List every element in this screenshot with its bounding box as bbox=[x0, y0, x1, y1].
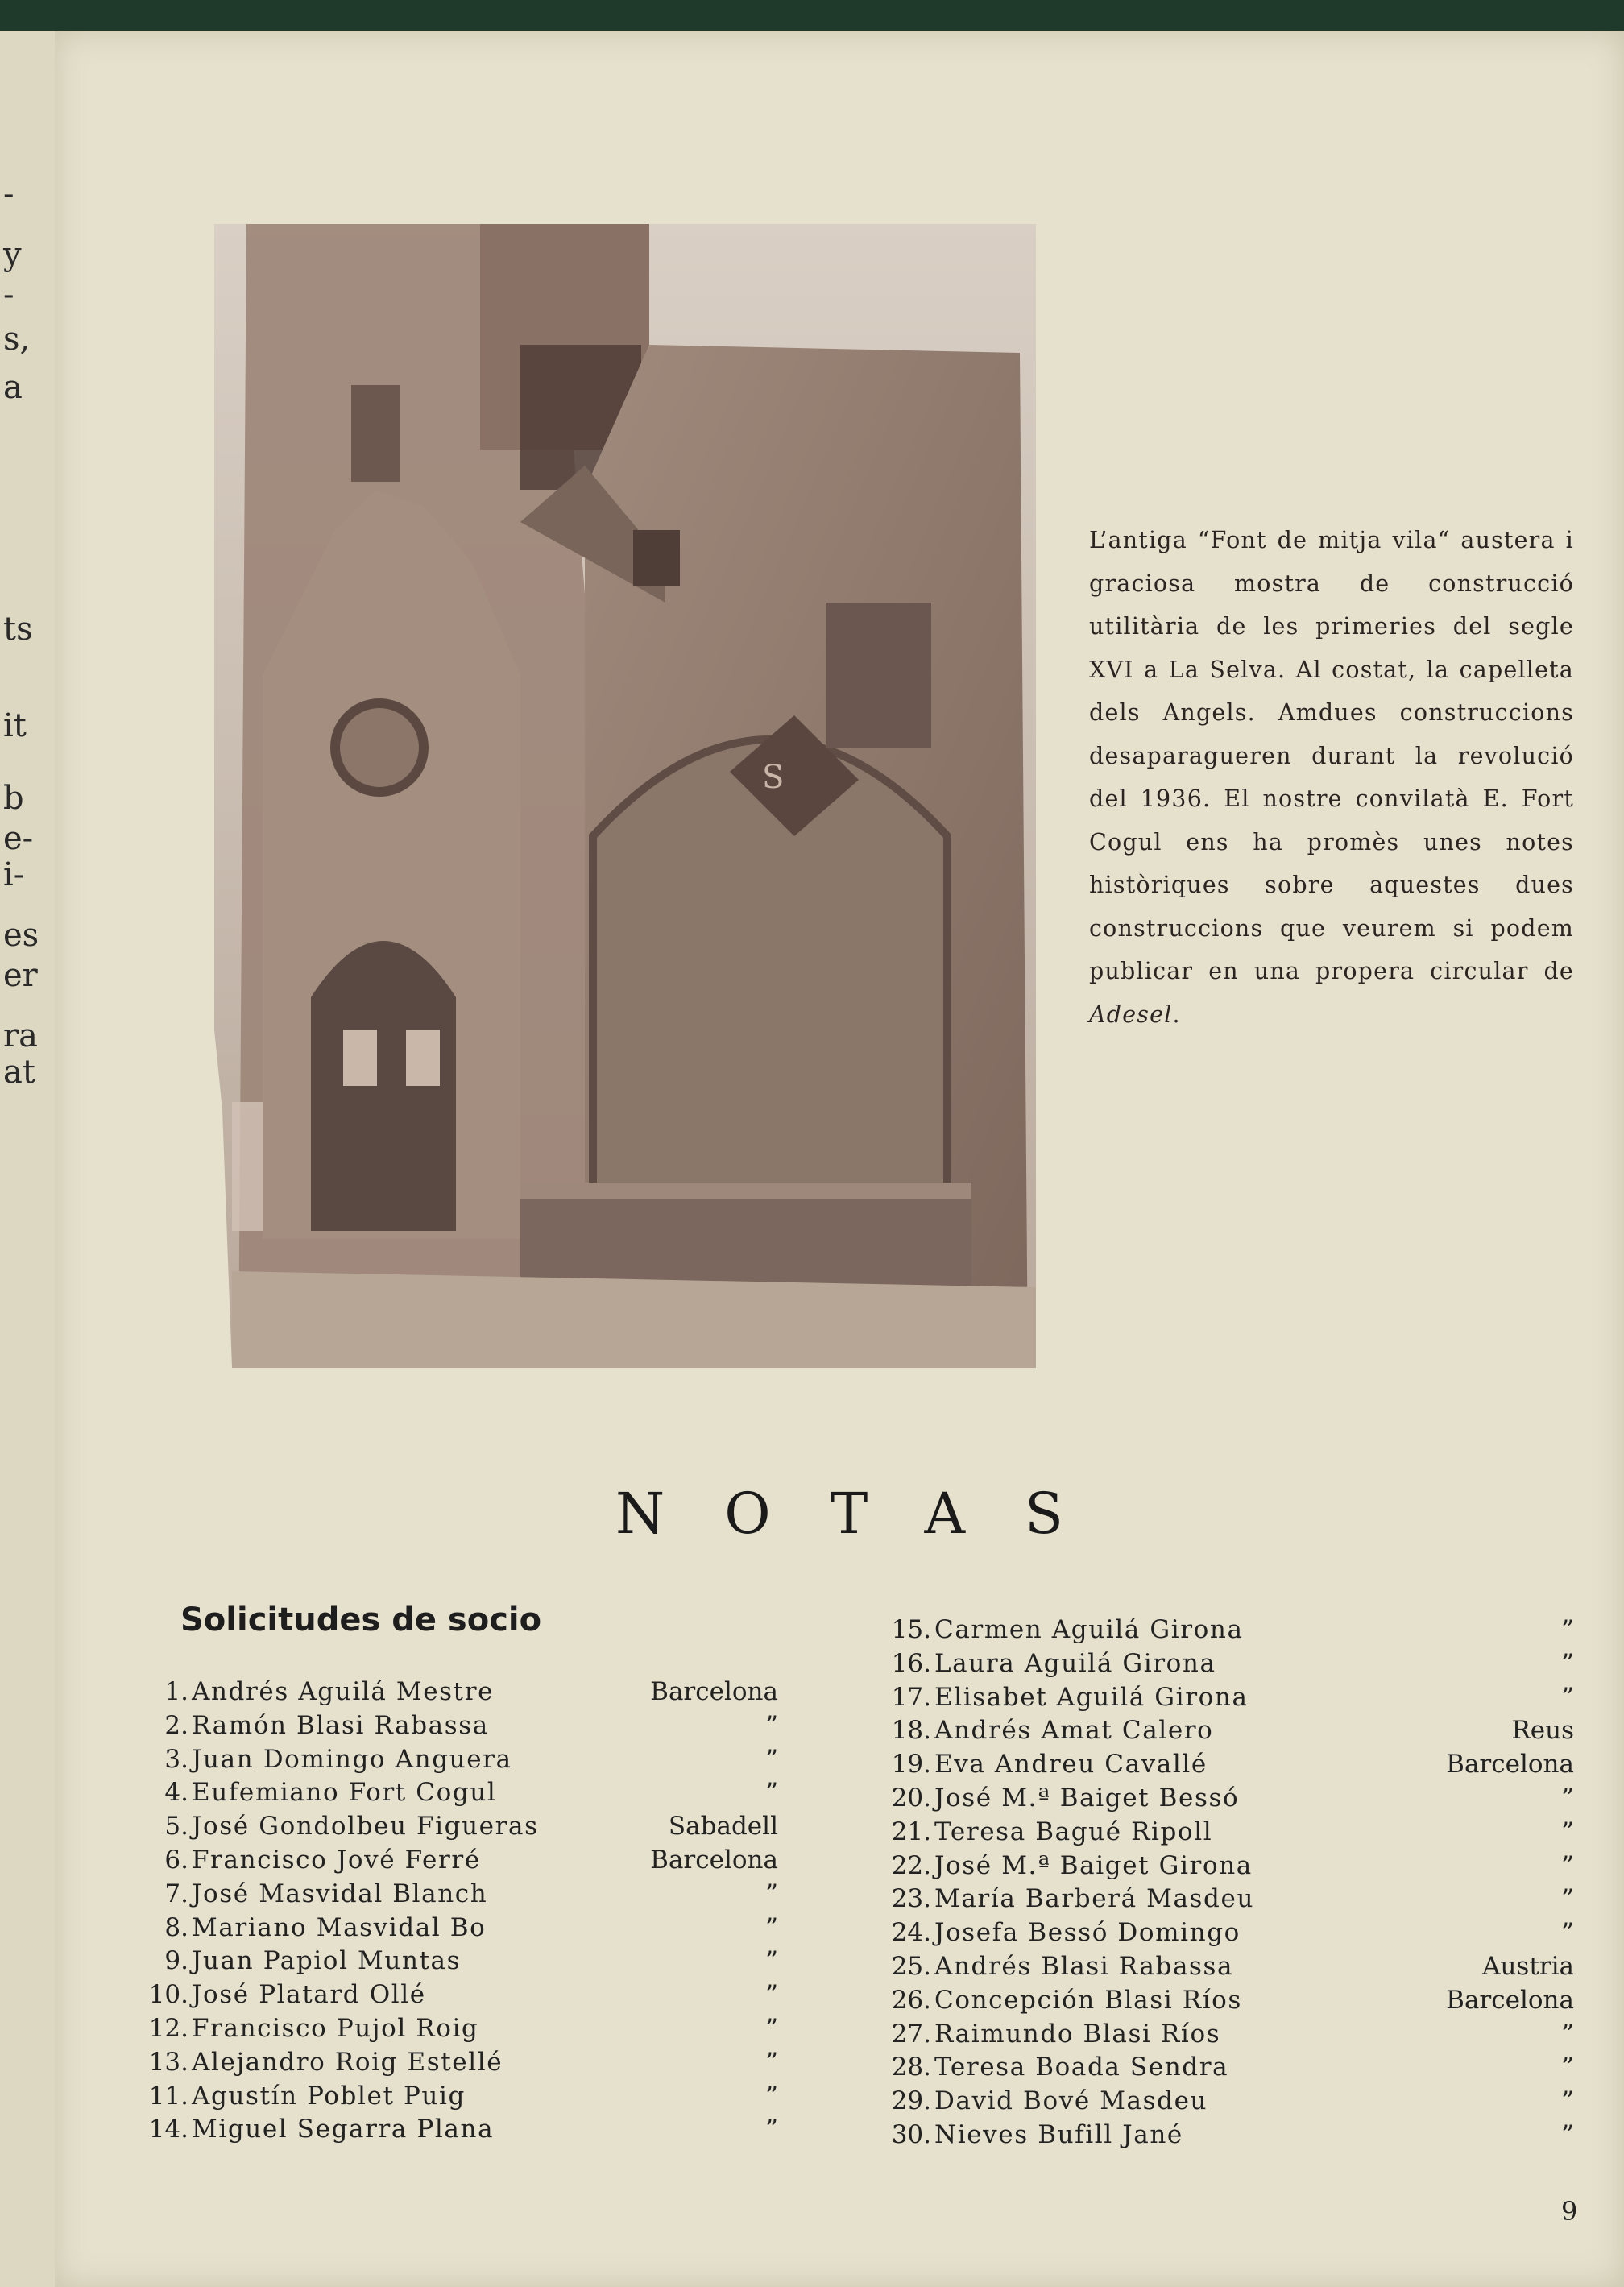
member-name: Andrés Blasi Rabassa bbox=[934, 1952, 1234, 1981]
member-number: 17. bbox=[891, 1682, 931, 1712]
member-number: 2. bbox=[164, 1710, 188, 1740]
section-heading: Solicitudes de socio bbox=[180, 1601, 542, 1639]
member-city: ” bbox=[765, 1879, 778, 1908]
member-city: ” bbox=[765, 2081, 778, 2111]
prev-page-fragment: e- bbox=[3, 820, 34, 857]
member-name: Agustín Poblet Puig bbox=[192, 2081, 466, 2111]
member-name: Josefa Bessó Domingo bbox=[934, 1918, 1241, 1948]
member-number: 19. bbox=[891, 1750, 931, 1779]
member-number: 26. bbox=[891, 1985, 931, 2015]
member-row bbox=[135, 1846, 844, 1879]
member-city: ” bbox=[765, 1912, 778, 1942]
member-name: Eva Andreu Cavallé bbox=[934, 1750, 1208, 1779]
member-row bbox=[878, 1683, 1587, 1717]
member-number: 18. bbox=[891, 1716, 931, 1746]
member-name: Teresa Bagué Ripoll bbox=[934, 1817, 1213, 1846]
member-city: Barcelona bbox=[1446, 1750, 1574, 1779]
member-city: ” bbox=[1561, 1615, 1574, 1644]
member-city: ” bbox=[1561, 1682, 1574, 1712]
member-row bbox=[878, 1615, 1587, 1649]
member-city: ” bbox=[765, 1778, 778, 1808]
prev-page-fragment: s, bbox=[3, 321, 31, 358]
member-number: 3. bbox=[164, 1744, 188, 1774]
member-row bbox=[878, 1750, 1587, 1784]
member-number: 20. bbox=[891, 1784, 931, 1813]
prev-page-fragment: it bbox=[3, 707, 27, 744]
prev-page-fragment: a bbox=[3, 369, 23, 406]
member-name: Alejandro Roig Estellé bbox=[192, 2047, 503, 2077]
member-row bbox=[878, 1649, 1587, 1683]
member-number: 21. bbox=[891, 1817, 931, 1846]
member-number: 7. bbox=[164, 1879, 188, 1908]
caption-end: . bbox=[1172, 1001, 1181, 1028]
prev-page-fragment: i- bbox=[3, 856, 25, 893]
member-row bbox=[135, 1913, 844, 1947]
member-row bbox=[878, 1851, 1587, 1885]
member-number: 8. bbox=[164, 1912, 188, 1942]
member-row bbox=[135, 1677, 844, 1711]
member-name: Miguel Segarra Plana bbox=[192, 2115, 495, 2144]
prev-page-fragment: - bbox=[3, 276, 14, 313]
member-city: Barcelona bbox=[1446, 1985, 1574, 2015]
member-number: 22. bbox=[891, 1850, 931, 1880]
member-name: Mariano Masvidal Bo bbox=[192, 1912, 487, 1942]
member-city: ” bbox=[1561, 2120, 1574, 2149]
member-number: 27. bbox=[891, 2019, 931, 2049]
member-city: ” bbox=[1561, 1784, 1574, 1813]
member-row bbox=[135, 1879, 844, 1913]
member-name: José Masvidal Blanch bbox=[192, 1879, 488, 1908]
member-city: ” bbox=[1561, 2053, 1574, 2082]
member-number: 5. bbox=[164, 1812, 188, 1842]
member-number: 29. bbox=[891, 2086, 931, 2116]
member-city: ” bbox=[765, 2115, 778, 2144]
member-row bbox=[878, 1817, 1587, 1851]
member-name: Raimundo Blasi Ríos bbox=[934, 2019, 1221, 2049]
member-number: 24. bbox=[891, 1918, 931, 1948]
member-row bbox=[135, 2082, 844, 2115]
member-row bbox=[878, 1952, 1587, 1986]
document-page bbox=[55, 31, 1624, 2287]
page-number: 9 bbox=[1561, 2196, 1578, 2227]
member-city: ” bbox=[765, 1744, 778, 1774]
member-name: Elisabet Aguilá Girona bbox=[934, 1682, 1249, 1712]
member-row bbox=[878, 1918, 1587, 1952]
prev-page-fragment: ts bbox=[3, 611, 33, 648]
member-city: Sabadell bbox=[668, 1812, 778, 1842]
member-row bbox=[878, 1986, 1587, 2020]
member-number: 16. bbox=[891, 1648, 931, 1678]
member-name: José M.ª Baiget Bessó bbox=[934, 1784, 1240, 1813]
member-number: 4. bbox=[164, 1778, 188, 1808]
prev-page-fragment: y bbox=[3, 236, 22, 273]
member-name: Carmen Aguilá Girona bbox=[934, 1615, 1244, 1644]
member-number: 30. bbox=[891, 2120, 931, 2149]
prev-page-fragment: b bbox=[3, 780, 24, 817]
member-city: Reus bbox=[1511, 1716, 1574, 1746]
member-city: ” bbox=[765, 2047, 778, 2077]
member-row bbox=[878, 2020, 1587, 2053]
member-city: Austria bbox=[1482, 1952, 1574, 1981]
member-name: Francisco Pujol Roig bbox=[192, 2014, 479, 2043]
member-city: ” bbox=[1561, 2019, 1574, 2049]
member-city: ” bbox=[765, 1980, 778, 2010]
previous-page-edge bbox=[0, 31, 56, 2287]
member-city: ” bbox=[1561, 1884, 1574, 1914]
member-row bbox=[135, 2048, 844, 2082]
member-number: 1. bbox=[164, 1677, 188, 1706]
svg-text:S: S bbox=[762, 759, 785, 796]
fountain-photograph bbox=[214, 224, 1036, 1368]
photo-illustration bbox=[214, 224, 1036, 1368]
member-row bbox=[878, 1784, 1587, 1817]
member-row bbox=[878, 1884, 1587, 1918]
member-name: Juan Domingo Anguera bbox=[192, 1744, 512, 1774]
member-row bbox=[135, 2115, 844, 2148]
prev-page-fragment: es bbox=[3, 917, 39, 954]
member-city: ” bbox=[1561, 1918, 1574, 1948]
member-name: Teresa Boada Sendra bbox=[934, 2053, 1229, 2082]
prev-page-fragment: er bbox=[3, 957, 38, 994]
member-city: Barcelona bbox=[650, 1677, 778, 1706]
photo-caption bbox=[1089, 519, 1574, 1036]
member-name: Nieves Bufill Jané bbox=[934, 2120, 1183, 2149]
member-city: ” bbox=[1561, 1850, 1574, 1880]
member-city: ” bbox=[1561, 1648, 1574, 1678]
member-row bbox=[135, 1778, 844, 1812]
member-row bbox=[878, 2120, 1587, 2154]
member-name: Andrés Aguilá Mestre bbox=[192, 1677, 495, 1706]
member-row bbox=[878, 1716, 1587, 1750]
member-name: María Barberá Masdeu bbox=[934, 1884, 1255, 1914]
member-name: David Bové Masdeu bbox=[934, 2086, 1208, 2116]
prev-page-fragment: - bbox=[3, 176, 14, 213]
prev-page-fragment: at bbox=[3, 1054, 35, 1091]
member-row bbox=[135, 1711, 844, 1745]
member-number: 13. bbox=[148, 2047, 188, 2077]
member-row bbox=[135, 2014, 844, 2048]
caption-italic-title: Adesel bbox=[1089, 1001, 1173, 1028]
member-row bbox=[878, 2053, 1587, 2086]
member-name: Andrés Amat Calero bbox=[934, 1716, 1214, 1746]
member-number: 11. bbox=[148, 2081, 188, 2111]
member-name: Francisco Jové Ferré bbox=[192, 1846, 481, 1875]
member-number: 15. bbox=[891, 1615, 931, 1644]
member-number: 10. bbox=[148, 1980, 188, 2010]
member-name: José Gondolbeu Figueras bbox=[192, 1812, 539, 1842]
member-name: Juan Papiol Muntas bbox=[192, 1946, 462, 1976]
prev-page-fragment: ra bbox=[3, 1017, 38, 1054]
member-name: José M.ª Baiget Girona bbox=[934, 1850, 1253, 1880]
member-number: 25. bbox=[891, 1952, 931, 1981]
member-number: 28. bbox=[891, 2053, 931, 2082]
member-city: ” bbox=[1561, 2086, 1574, 2116]
member-number: 6. bbox=[164, 1846, 188, 1875]
member-name: Ramón Blasi Rabassa bbox=[192, 1710, 489, 1740]
member-number: 12. bbox=[148, 2014, 188, 2043]
caption-text: L’antiga “Font de mitja vila“ austera i graciosa mostra de construcció utilitària de les primeries del segle XVI a La Selva. Al costat, la capelleta dels Angels. Amdues construccions desaparagueren durant la revolució del 1936. El nostre convilatà E. Fort Cogul ens ha promès unes notes històriques sobre aquestes dues construccions que veurem si podem publicar en una propera circular de bbox=[1089, 527, 1574, 984]
member-row bbox=[135, 1980, 844, 2014]
member-row bbox=[878, 2086, 1587, 2120]
member-number: 9. bbox=[164, 1946, 188, 1976]
member-city: ” bbox=[765, 2014, 778, 2043]
member-number: 14. bbox=[148, 2115, 188, 2144]
member-city: ” bbox=[765, 1710, 778, 1740]
member-city: ” bbox=[765, 1946, 778, 1976]
member-name: Concepción Blasi Ríos bbox=[934, 1985, 1242, 2015]
member-name: Laura Aguilá Girona bbox=[934, 1648, 1216, 1678]
member-name: Eufemiano Fort Cogul bbox=[192, 1778, 497, 1808]
notas-heading: NOTAS bbox=[615, 1481, 1123, 1547]
member-row bbox=[135, 1812, 844, 1846]
member-row bbox=[135, 1946, 844, 1980]
member-city: Barcelona bbox=[650, 1846, 778, 1875]
member-name: José Platard Ollé bbox=[192, 1980, 426, 2010]
member-row bbox=[135, 1745, 844, 1779]
member-city: ” bbox=[1561, 1817, 1574, 1846]
member-number: 23. bbox=[891, 1884, 931, 1914]
